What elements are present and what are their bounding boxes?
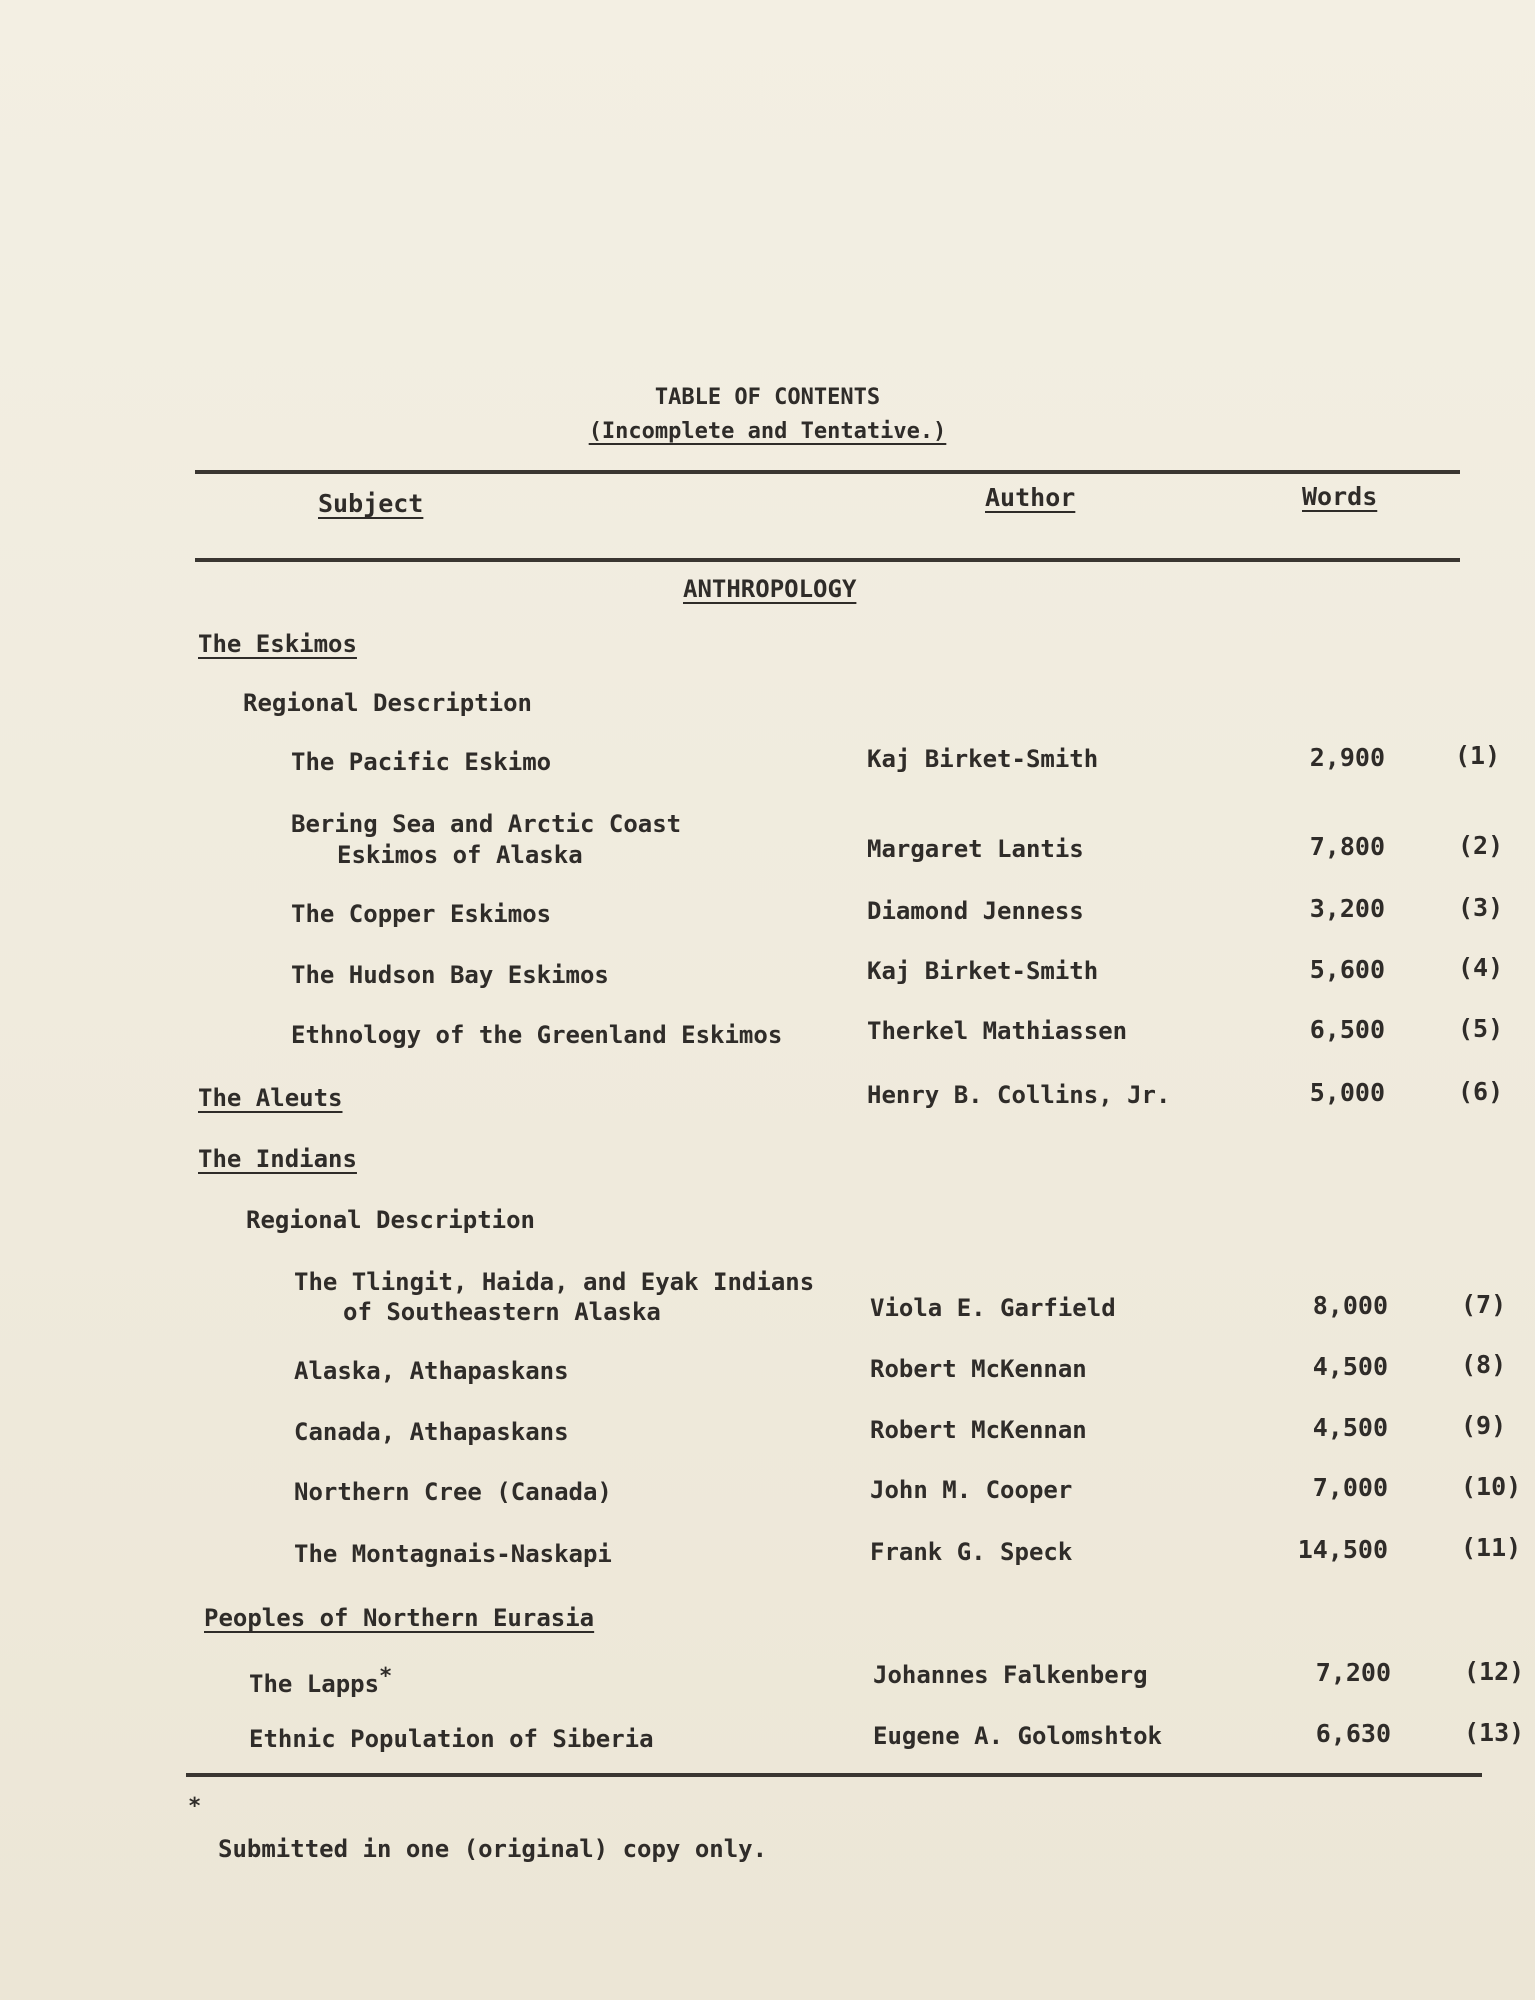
- entry-author: Frank G. Speck: [870, 1538, 1073, 1566]
- entry-ref-number: (4): [1458, 953, 1504, 982]
- subgroup-heading: Regional Description: [243, 689, 532, 717]
- header-rule: [195, 558, 1460, 562]
- entry-subject: Bering Sea and Arctic Coast: [291, 810, 682, 838]
- entry-ref-number: (11): [1461, 1533, 1522, 1562]
- entry-subject: The Lapps*: [249, 1664, 393, 1698]
- entry-subject: Ethnic Population of Siberia: [249, 1725, 654, 1753]
- column-header-subject: Subject: [318, 489, 424, 518]
- entry-author: Kaj Birket-Smith: [867, 745, 1099, 773]
- entry-word-count: 3,200: [1309, 894, 1385, 923]
- footnote-text: Submitted in one (original) copy only.: [218, 1835, 768, 1863]
- entry-word-count: 8,000: [1312, 1291, 1388, 1320]
- group-heading-aleuts: The Aleuts: [198, 1084, 343, 1112]
- group-heading-indians: The Indians: [198, 1145, 357, 1173]
- entry-ref-number: (5): [1458, 1014, 1504, 1043]
- entry-word-count: 7,000: [1312, 1473, 1388, 1502]
- entry-ref-number: (9): [1461, 1411, 1507, 1440]
- footnote-asterisk: *: [188, 1794, 202, 1819]
- entry-word-count: 4,500: [1312, 1413, 1388, 1442]
- entry-subject: The Pacific Eskimo: [291, 748, 552, 776]
- top-rule: [195, 470, 1460, 474]
- bottom-rule: [186, 1773, 1482, 1777]
- entry-subject-line2: Eskimos of Alaska: [337, 841, 583, 869]
- entry-subject: Ethnology of the Greenland Eskimos: [291, 1021, 783, 1049]
- entry-word-count: 6,630: [1315, 1719, 1391, 1748]
- entry-ref-number: (12): [1464, 1657, 1525, 1686]
- entry-subject-line2: of Southeastern Alaska: [343, 1298, 661, 1326]
- section-heading: ANTHROPOLOGY: [683, 575, 857, 603]
- entry-word-count: 2,900: [1309, 743, 1385, 772]
- subgroup-heading: Regional Description: [246, 1206, 535, 1234]
- entry-author: Eugene A. Golomshtok: [873, 1722, 1162, 1750]
- entry-ref-number: (1): [1455, 741, 1501, 770]
- entry-author: Robert McKennan: [870, 1355, 1087, 1383]
- entry-author: Johannes Falkenberg: [873, 1661, 1148, 1689]
- column-header-words: Words: [1302, 482, 1378, 511]
- entry-author: John M. Cooper: [870, 1476, 1073, 1504]
- entry-ref-number: (10): [1461, 1472, 1522, 1501]
- entry-author: Henry B. Collins, Jr.: [867, 1081, 1171, 1109]
- page-title: TABLE OF CONTENTS: [654, 385, 881, 410]
- entry-author: Kaj Birket-Smith: [867, 957, 1099, 985]
- entry-author: Diamond Jenness: [867, 897, 1084, 925]
- entry-subject: The Montagnais-Naskapi: [294, 1540, 612, 1568]
- footnote-marker: *: [379, 1664, 393, 1689]
- entry-subject: Alaska, Athapaskans: [294, 1357, 569, 1385]
- entry-author: Therkel Mathiassen: [867, 1017, 1128, 1045]
- entry-subject: The Copper Eskimos: [291, 900, 552, 928]
- entry-word-count: 5,600: [1309, 955, 1385, 984]
- entry-author: Margaret Lantis: [867, 835, 1084, 863]
- entry-ref-number: (3): [1458, 893, 1504, 922]
- entry-word-count: 7,200: [1315, 1658, 1391, 1687]
- entry-word-count: 5,000: [1309, 1078, 1385, 1107]
- entry-ref-number: (8): [1461, 1350, 1507, 1379]
- column-header-author: Author: [985, 483, 1076, 512]
- entry-ref-number: (13): [1464, 1718, 1525, 1747]
- entry-author: Viola E. Garfield: [870, 1294, 1116, 1322]
- entry-subject: The Tlingit, Haida, and Eyak Indians: [294, 1268, 815, 1296]
- entry-subject: The Hudson Bay Eskimos: [291, 961, 609, 989]
- entry-ref-number: (6): [1458, 1077, 1504, 1106]
- entry-author: Robert McKennan: [870, 1416, 1087, 1444]
- group-heading-eskimos: The Eskimos: [198, 630, 357, 658]
- entry-word-count: 4,500: [1312, 1352, 1388, 1381]
- page-subtitle: (Incomplete and Tentative.): [588, 419, 947, 444]
- entry-word-count: 7,800: [1309, 832, 1385, 861]
- entry-ref-number: (7): [1461, 1290, 1507, 1319]
- entry-subject: Canada, Athapaskans: [294, 1418, 569, 1446]
- entry-word-count: 14,500: [1297, 1535, 1388, 1564]
- entry-ref-number: (2): [1458, 831, 1504, 860]
- group-heading-eurasia: Peoples of Northern Eurasia: [204, 1604, 595, 1632]
- entry-word-count: 6,500: [1309, 1015, 1385, 1044]
- entry-subject: Northern Cree (Canada): [294, 1478, 612, 1506]
